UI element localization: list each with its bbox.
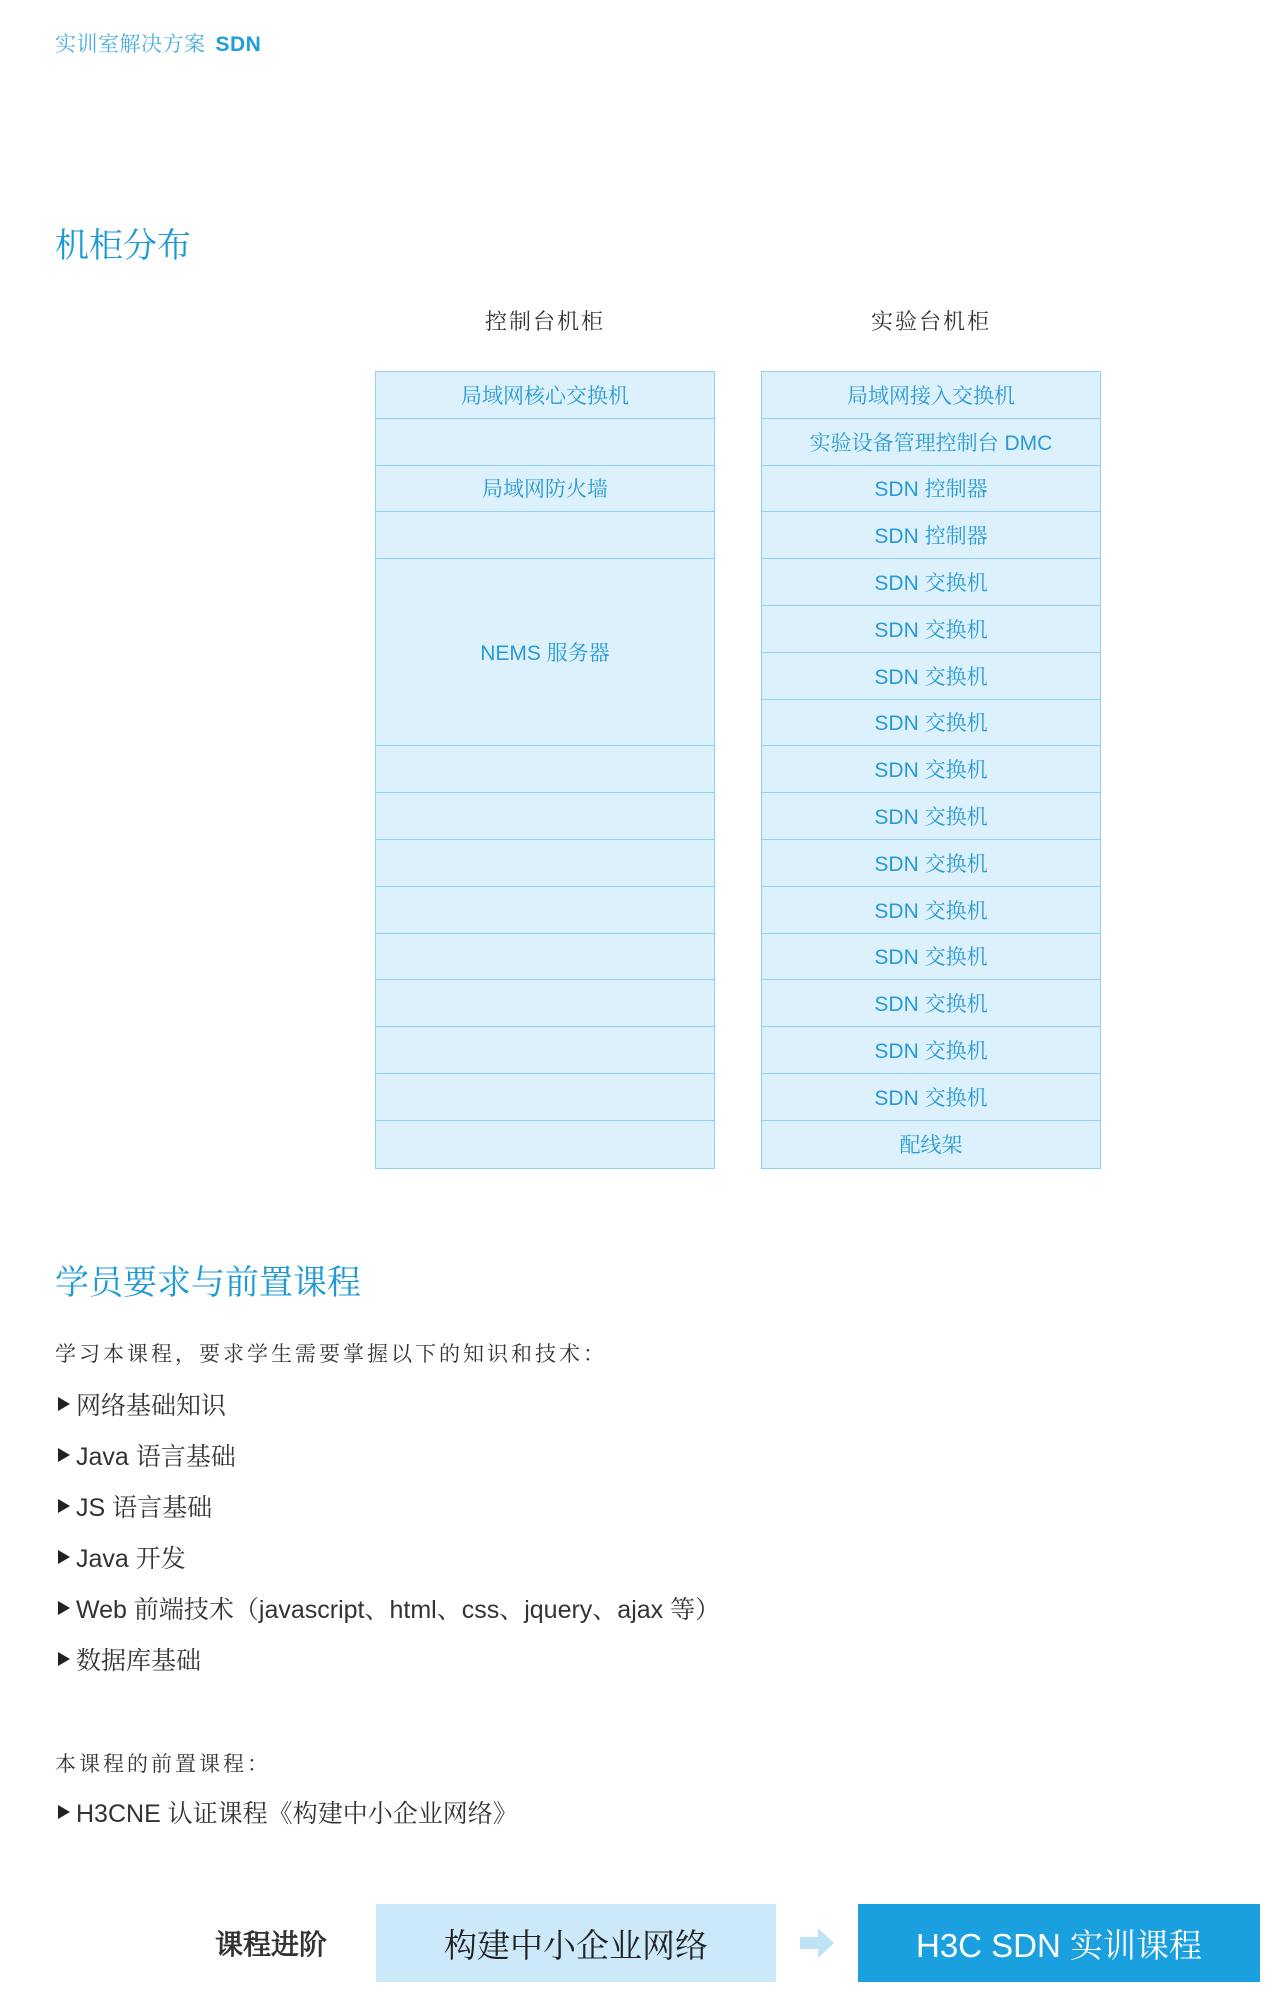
cabinet-section-title: 机柜分布 <box>55 227 191 265</box>
from-course-box <box>376 1904 776 1982</box>
prereq-item <box>58 1794 518 1830</box>
rack-slot: SDN 控制器 <box>762 512 1100 559</box>
list-item-text: 网络基础知识 <box>76 1392 227 1420</box>
triangle-bullet-icon <box>58 1601 70 1615</box>
rack-slot: SDN 交换机 <box>762 1074 1100 1121</box>
rack-slot: 局域网防火墙 <box>376 466 714 513</box>
right-rack-caption: 实验台机柜 <box>870 310 991 335</box>
list-item <box>58 1539 186 1575</box>
control-cabinet <box>375 371 715 1169</box>
header-prefix: 实训室解决方案 <box>55 33 206 56</box>
rack-slot: SDN 控制器 <box>762 466 1100 513</box>
rack-slot: 配线架 <box>899 1134 963 1158</box>
rack-slot <box>376 980 714 1027</box>
arrow-right-icon <box>798 1924 836 1962</box>
rack-slot <box>376 793 714 840</box>
triangle-bullet-icon <box>58 1805 70 1819</box>
list-item <box>58 1590 720 1626</box>
prereq-item-text: H3CNE 认证课程《构建中小企业网络》 <box>76 1800 518 1828</box>
triangle-bullet-icon <box>58 1652 70 1666</box>
rack-slot <box>376 934 714 981</box>
rack-slot <box>376 1027 714 1074</box>
rack-slot: SDN 交换机 <box>762 606 1100 653</box>
rack-slot: NEMS 服务器 <box>376 559 714 746</box>
prereq-intro: 本课程的前置课程： <box>55 1752 271 1776</box>
rack-slot <box>376 512 714 559</box>
list-item-text: 数据库基础 <box>76 1647 202 1675</box>
triangle-bullet-icon <box>58 1448 70 1462</box>
rack-slot: 局域网接入交换机 <box>762 372 1100 419</box>
rack-slot: SDN 交换机 <box>762 793 1100 840</box>
requirements-section-title: 学员要求与前置课程 <box>55 1264 361 1302</box>
list-item-text: JS 语言基础 <box>76 1494 213 1522</box>
list-item <box>58 1437 236 1473</box>
header-tag: SDN <box>215 33 262 56</box>
rack-slot <box>376 887 714 934</box>
triangle-bullet-icon <box>58 1550 70 1564</box>
list-item <box>58 1386 226 1422</box>
rack-slot <box>376 1121 714 1168</box>
rack-slot: SDN 交换机 <box>762 934 1100 981</box>
rack-slot: SDN 交换机 <box>762 887 1100 934</box>
advancement-label: 课程进阶 <box>215 1929 328 1960</box>
to-course-label: H3C SDN 实训课程 <box>915 1926 1203 1964</box>
list-item-text: Web 前端技术（javascript、html、css、jquery、ajax 等） <box>76 1596 721 1624</box>
list-item-text: Java 开发 <box>76 1545 186 1573</box>
list-item <box>58 1641 201 1677</box>
left-rack-caption: 控制台机柜 <box>484 310 605 335</box>
rack-slot: 实验设备管理控制台 DMC <box>762 419 1100 466</box>
rack-slot: SDN 交换机 <box>762 700 1100 747</box>
rack-slot <box>376 840 714 887</box>
lab-cabinet <box>761 371 1101 1169</box>
page-header <box>55 28 261 58</box>
rack-slot: SDN 交换机 <box>762 653 1100 700</box>
rack-slot <box>376 419 714 466</box>
rack-slot: SDN 交换机 <box>762 1027 1100 1074</box>
triangle-bullet-icon <box>58 1397 70 1411</box>
list-item-text: Java 语言基础 <box>76 1443 236 1471</box>
rack-slot: 局域网核心交换机 <box>376 372 714 419</box>
rack-slot <box>376 1074 714 1121</box>
triangle-bullet-icon <box>58 1499 70 1513</box>
requirements-intro: 学习本课程，要求学生需要掌握以下的知识和技术： <box>55 1342 607 1366</box>
rack-slot: SDN 交换机 <box>762 840 1100 887</box>
rack-slot: SDN 交换机 <box>762 559 1100 606</box>
rack-slot: SDN 交换机 <box>762 980 1100 1027</box>
rack-slot: SDN 交换机 <box>762 746 1100 793</box>
from-course-label: 构建中小企业网络 <box>444 1926 708 1964</box>
to-course-box <box>858 1904 1260 1982</box>
list-item <box>58 1488 212 1524</box>
rack-slot <box>376 746 714 793</box>
